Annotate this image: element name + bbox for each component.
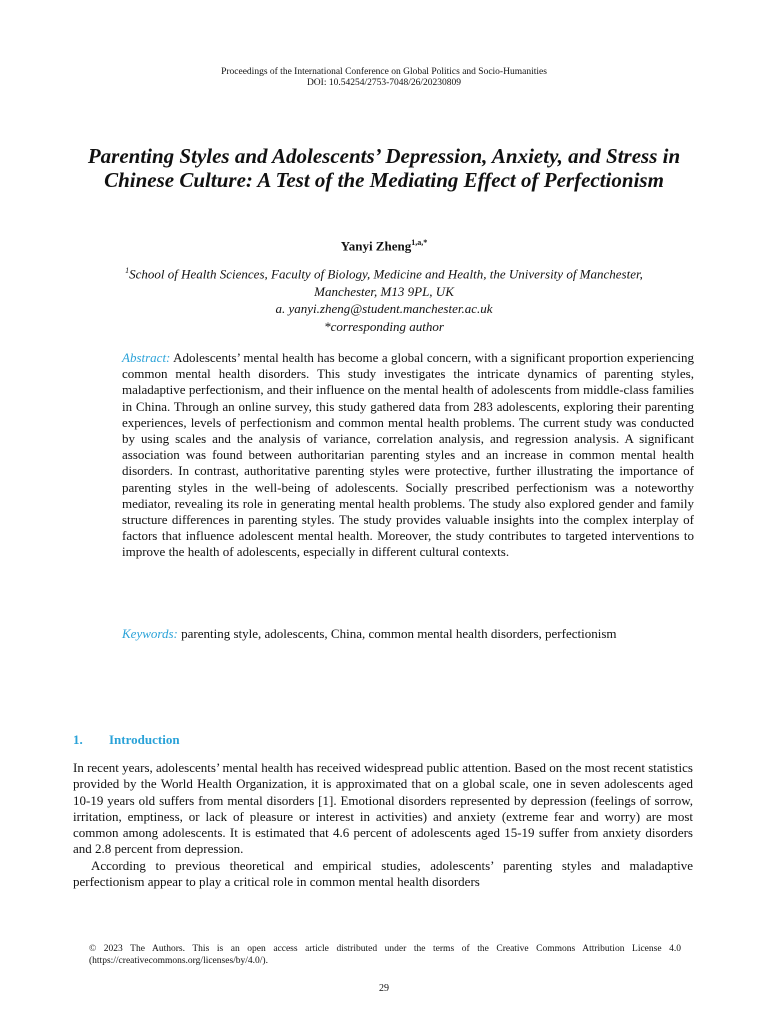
affiliation-line-1: $^1$School of Health Sciences, Faculty of Biology, Medicine and Health, the University of Manchester, [125,266,643,282]
affiliation-superscript: 1 [125,266,130,275]
corresponding-note: *corresponding author [324,318,444,334]
proceedings-line: Proceedings of the International Conference on Global Politics and Socio-Humanities [221,67,547,77]
keywords-text: parenting style, adolescents, China, common mental health disorders, perfectionism [181,626,617,641]
paragraph: According to previous theoretical and empirical studies, adolescents’ parenting styles and maladaptive perfectionism appear to play a critical role in common mental health disorders [73,857,693,890]
author-email: a. yanyi.zheng@student.manchester.ac.uk [275,301,493,317]
affiliation-block [70,262,698,335]
section-number: 1. [73,732,83,747]
section-heading [73,732,180,748]
paragraph: In recent years, adolescents’ mental health has received widespread public attention. Based on the most recent statistics provided by the World Health Organization, it is approximated that on a global scale, one in seven adolescents aged 10-19 years old suffers from mental disorders [1]. Emotional disorders represented by depression (feelings of sorrow, irritation, emptiness, or lack of pleasure or interest in activities) and anxiety (extreme fear and worry) are most common among adolescents. It is estimated that 4.6 percent of adolescents aged 15-19 suffer from anxiety disorders and 2.8 percent from depression. [73,760,693,857]
abstract-text: Adolescents’ mental health has become a global concern, with a significant proportion experiencing common mental health disorders. This study investigates the intricate dynamics of parenting styles, maladaptive perfectionism, and their influence on the mental health of adolescents from middle-class families in China. Through an online survey, this study gathered data from 283 adolescents, exploring their parenting experiences, levels of perfectionism and common mental health problems. The current study was conducted by using scales and the analysis of variance, correlation analysis, and regression analysis. A significant association was found between authoritarian parenting styles and an increase in common mental health disorders. In contrast, authoritative parenting styles were protective, further illustrating the importance of parenting styles in the well-being of adolescents. Socially prescribed perfectionism was a noteworthy mediator, revealing its role in generating mental health problems. The study also explored gender and family structure differences in parenting styles. The study provides valuable insights into the complex interplay of factors that influence adolescent mental health. Moreover, the study contributes to targeted interventions to improve the health of adolescents, especially in different cultural contexts. [122,350,694,560]
author-superscript: 1,a,* [411,238,428,247]
author-line [0,238,768,254]
keywords [122,626,694,642]
affiliation-line-2: Manchester, M13 9PL, UK [314,283,454,299]
license-footnote: © 2023 The Authors. This is an open access article distributed under the terms of the Creative Commons Attribution License 4.0 (https://creativecommons.org/licenses/by/4.0/). [89,944,681,966]
section-body [73,760,693,890]
page-number: 29 [379,983,389,994]
author-name: Yanyi Zheng [340,238,412,254]
section-title: Introduction [109,732,180,747]
abstract [122,350,694,561]
keywords-label: Keywords: [122,626,178,641]
abstract-label: Abstract: [122,350,171,365]
doi-line: DOI: 10.54254/2753-7048/26/20230809 [306,78,462,88]
running-header [0,67,768,89]
paper-title: Parenting Styles and Adolescents’ Depression, Anxiety, and Stress in Chinese Culture: A Test of the Mediating Effect of Perfectionism [87,144,681,192]
